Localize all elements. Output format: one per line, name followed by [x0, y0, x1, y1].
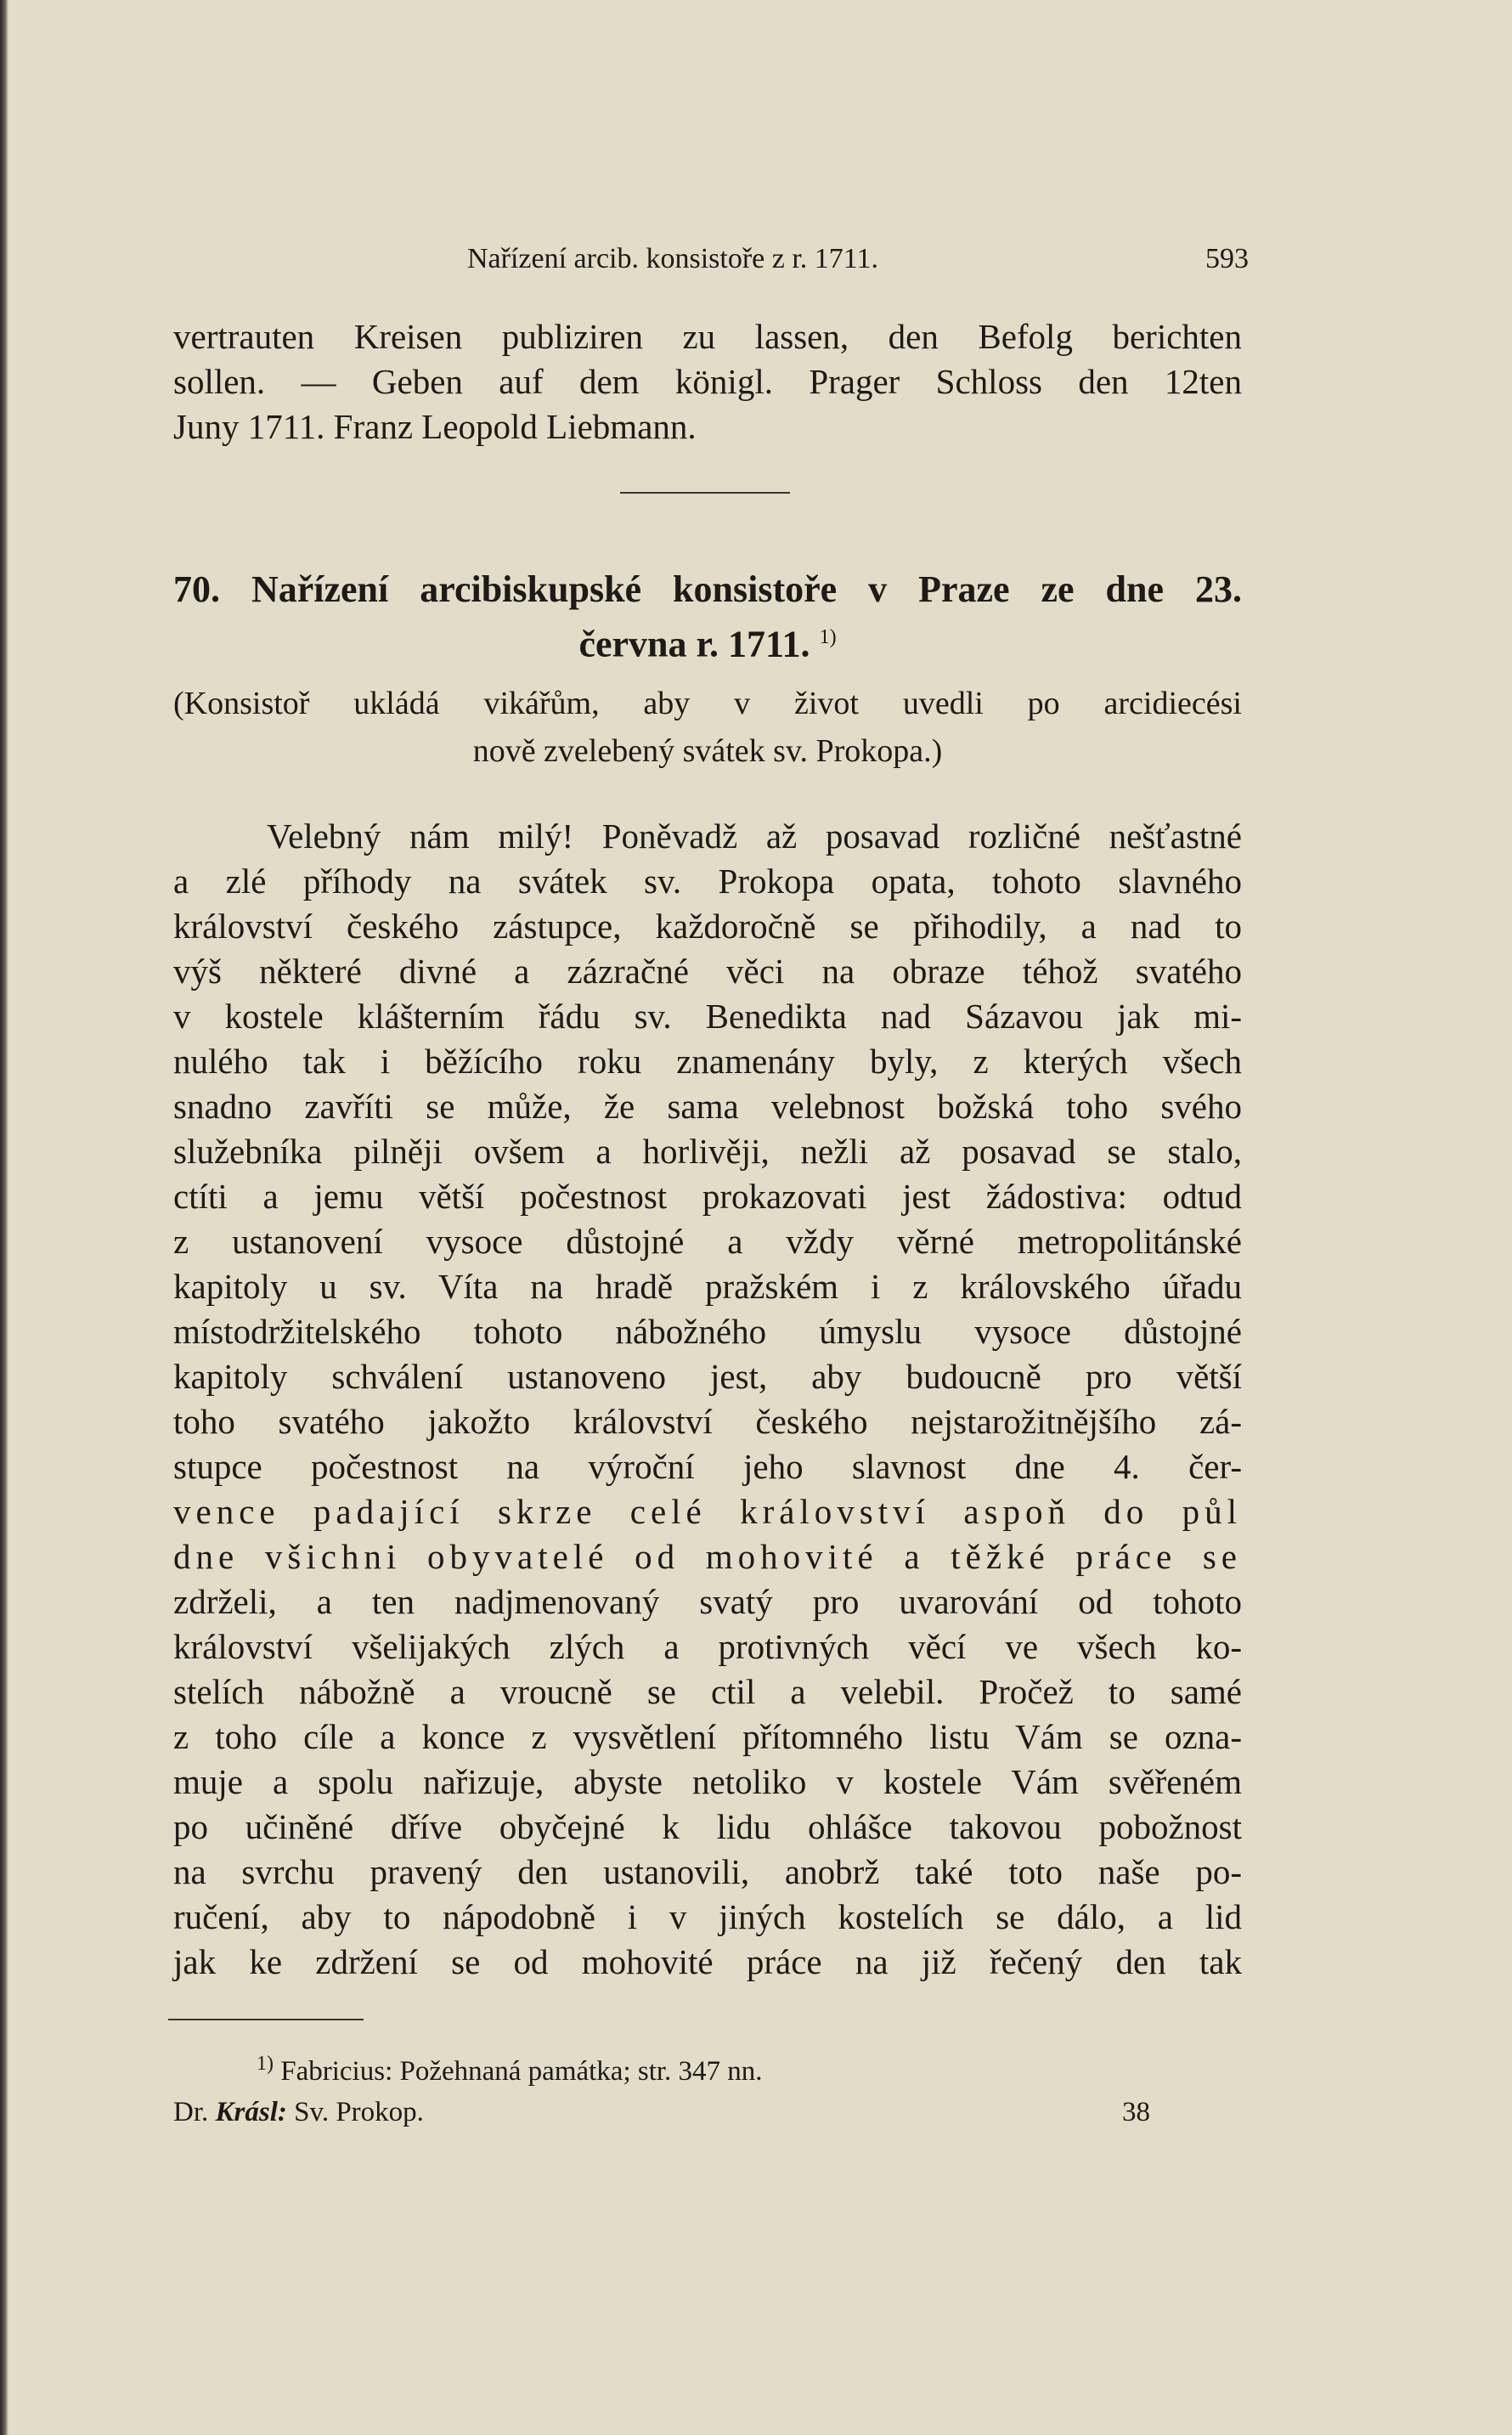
text-line: jak ke zdržení se od mohovité práce na již řečený den tak	[173, 1942, 1242, 1981]
text-line: muje a spolu nařizuje, abyste netoliko v kostele Vám svěřeném	[173, 1762, 1242, 1801]
text-line: snadno zavříti se může, že sama velebnost božská toho svého	[173, 1087, 1242, 1126]
text-line: ctíti a jemu větší počestnost prokazovati jest žádostiva: odtud	[173, 1177, 1242, 1216]
text-line: vence padající skrze celé království aspoň do půl	[173, 1492, 1242, 1531]
page-number: 593	[1205, 243, 1249, 274]
text-line: na svrchu pravený den ustanovili, anobrž také toto naše po-	[173, 1852, 1242, 1891]
text-line: v kostele klášterním řádu sv. Benedikta nad Sázavou jak mi-	[173, 997, 1242, 1036]
text-line: po učiněné dříve obyčejné k lidu ohlášce takovou pobožnost	[173, 1807, 1242, 1846]
work-title: Sv. Prokop.	[294, 2097, 424, 2127]
text-line: Juny 1711. Franz Leopold Liebmann.	[173, 407, 697, 446]
opening-paragraph	[173, 314, 1242, 449]
text-line: stelích nábožně a vroucně se ctil a velebil. Pročež to samé	[173, 1672, 1242, 1711]
author-prefix: Dr.	[173, 2097, 209, 2127]
text-line: zdrželi, a ten nadjmenovaný svatý pro uvarování od tohoto	[173, 1582, 1242, 1621]
text-line: kapitoly u sv. Víta na hradě pražském i z královského úřadu	[173, 1267, 1242, 1306]
text-line: dne všichni obyvatelé od mohovité a těžké práce se	[173, 1537, 1242, 1576]
section-title-line: 70. Nařízení arcibiskupské konsistoře v Praze ze dne 23.	[173, 568, 1242, 610]
text-line: místodržitelského tohoto nábožného úmyslu vysoce důstojné	[173, 1312, 1242, 1351]
text-line: služebníka pilněji ovšem a horlivěji, nežli až posavad se stalo,	[173, 1132, 1242, 1171]
footnote-reference: 1)	[819, 626, 837, 648]
text-line: z ustanovení vysoce důstojné a vždy věrné metropolitánské	[173, 1222, 1242, 1261]
text-line: Velebný nám milý! Poněvadž až posavad rozličné nešťastné	[267, 816, 1242, 856]
text-line: sollen. — Geben auf dem königl. Prager Schloss den 12ten	[173, 362, 1242, 401]
author-name: Krásl:	[215, 2097, 287, 2127]
text-line: toho svatého jakožto království českého nejstarožitnějšího zá-	[173, 1402, 1242, 1441]
text-line: z toho cíle a konce z vysvětlení přítomného listu Vám se ozna-	[173, 1717, 1242, 1756]
section-date: června r. 1711.	[578, 623, 810, 665]
body-text	[173, 814, 1242, 1985]
text-line: kapitoly schválení ustanoveno jest, aby budoucně pro větší	[173, 1357, 1242, 1396]
running-title: Nařízení arcib. konsistoře z r. 1711.	[467, 243, 879, 274]
footnote-marker: 1)	[257, 2053, 274, 2075]
section-summary	[173, 680, 1242, 775]
author-signature	[173, 2097, 424, 2128]
footnote-text: Fabricius: Požehnaná památka; str. 347 nn.	[280, 2056, 763, 2087]
summary-line: nově zvelebený svátek sv. Prokopa.)	[472, 733, 943, 769]
text-line: vertrauten Kreisen publiziren zu lassen, den Befolg berichten	[173, 317, 1242, 356]
text-line: nulého tak i běžícího roku znamenány byly, z kterých všech	[173, 1042, 1242, 1081]
running-head	[170, 243, 1249, 285]
text-line: a zlé příhody na svátek sv. Prokopa opata, tohoto slavného	[173, 862, 1242, 901]
section-title	[173, 566, 1242, 669]
text-line: výš některé divné a zázračné věci na obraze téhož svatého	[173, 952, 1242, 991]
sheet-number: 38	[1122, 2097, 1150, 2127]
text-line: stupce počestnost na výroční jeho slavnost dne 4. čer-	[173, 1447, 1242, 1486]
footnote-rule	[168, 2019, 364, 2020]
section-divider	[620, 492, 790, 494]
summary-line: (Konsistoř ukládá vikářům, aby v život uvedli po arcidiecési	[173, 686, 1242, 721]
text-line: království všelijakých zlých a protivných věcí ve všech ko-	[173, 1627, 1242, 1666]
section-title-line-2	[173, 613, 1242, 669]
text-line: království českého zástupce, každoročně se přihodily, a nad to	[173, 907, 1242, 946]
footnote	[257, 2053, 763, 2088]
text-line: ručení, aby to nápodobně i v jiných kostelích se dálo, a lid	[173, 1897, 1242, 1936]
signature-line	[173, 2097, 1150, 2139]
